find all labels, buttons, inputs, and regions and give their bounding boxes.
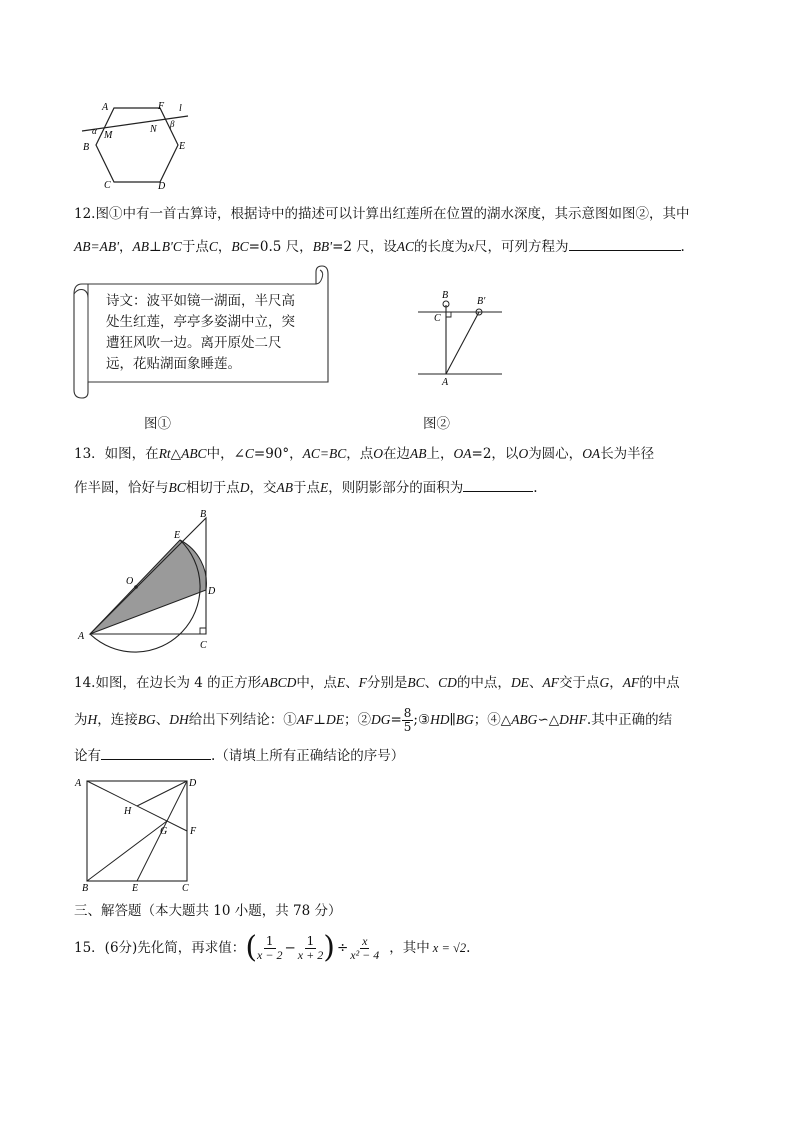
q13-seg: OA (453, 446, 472, 461)
fig13-label-B: B (200, 509, 207, 520)
q14-seg: = (390, 712, 402, 728)
q13-seg: E (320, 480, 329, 495)
q12-seg: B'C (161, 239, 182, 254)
lotus-figure (410, 288, 510, 388)
q15-seg: − (284, 940, 296, 956)
fig12-label-Bp: B′ (477, 296, 486, 307)
fig11-label-E: E (179, 141, 186, 152)
q14-seg: HD∥BG (430, 712, 474, 727)
q13-seg: O (373, 446, 384, 461)
q14-line3 (74, 745, 404, 766)
q13-seg: 相切于点 (185, 480, 240, 496)
q12-seg: AC (396, 239, 415, 254)
q13-line2 (74, 477, 538, 498)
q12-seg: . (680, 239, 685, 255)
fig11-label-C: C (104, 180, 111, 191)
q13-seg: 作半圆，恰好与 (74, 480, 169, 496)
q14-line2 (74, 707, 672, 734)
q14-seg: F (358, 675, 367, 690)
q15-seg: ，其中 (389, 940, 430, 956)
q12-answer-blank[interactable] (569, 236, 681, 251)
frac-num: 1 (265, 933, 274, 948)
q14-seg: ， (609, 675, 623, 691)
fig11-label-N: N (150, 124, 157, 135)
fig13-label-A: A (78, 631, 85, 642)
fig11-label-D: D (158, 181, 166, 192)
q12-seg: x (468, 239, 475, 254)
q14-seg: ∽△ (537, 712, 560, 728)
q14-seg: DH (169, 712, 189, 727)
q12-seg: 的长度为 (414, 239, 469, 255)
q12-seg: =0.5 尺， (248, 239, 313, 255)
q14-seg: DE (325, 712, 344, 727)
q13-seg: AC=BC (302, 446, 347, 461)
q12-seg: C (208, 239, 218, 254)
fig14-label-H: H (124, 806, 132, 817)
frac-den: 5 (403, 720, 412, 734)
frac-num: 8 (403, 706, 412, 720)
q14-seg: ABCD (261, 675, 297, 690)
fig11-label-M: M (104, 130, 113, 141)
q14-seg: H (87, 712, 98, 727)
q14-seg: BC (407, 675, 425, 690)
q14-seg: 给出下列结论：① (188, 712, 297, 728)
frac-den: x − 2 (257, 947, 283, 962)
fig11-label-beta: β (170, 119, 175, 129)
q14-seg: ；② (343, 712, 371, 728)
q14-seg: 的中点 (639, 675, 680, 691)
fig14-label-B: B (82, 883, 89, 892)
q13-seg: =90°， (253, 446, 303, 462)
q13-seg: ，交 (249, 480, 277, 496)
q14-seg: 交于点 (558, 675, 600, 691)
q12-line1 (74, 204, 689, 224)
q14-seg: .其中正确的结 (586, 712, 673, 728)
q13-line1 (74, 444, 654, 464)
q13-seg: 在边 (383, 446, 411, 462)
fig13-label-C: C (200, 640, 207, 651)
frac-num: 1 (306, 933, 315, 948)
semicircle-figure (74, 508, 224, 658)
fig14-label-F: F (190, 826, 197, 837)
q12-seg: AB=AB' (74, 239, 119, 254)
q15-seg: 15．(6分)先化简，再求值： (74, 940, 246, 956)
q14-seg: 分别是 (366, 675, 408, 691)
q14-seg: 的中点， (456, 675, 511, 691)
poem-text: 诗文：波平如镜一湖面，半尺高处生红莲，亭亭多姿湖中立，突遭狂风吹一边。离开原处二尺远，花贴湖面象睡莲。 (106, 293, 295, 372)
q15-seg: . (466, 940, 471, 956)
q12-seg: AB (132, 239, 149, 254)
q13-seg: OA (582, 446, 601, 461)
fig12-label-B: B (442, 290, 449, 301)
q12-seg: 于点 (181, 239, 209, 255)
q14-answer-blank[interactable] (101, 745, 211, 760)
q14-seg: ；④△ (473, 712, 512, 728)
q13-seg: 中，∠ (206, 446, 245, 462)
fraction-8-5 (402, 707, 414, 734)
q13-seg: ，则阴影部分的面积为 (328, 480, 464, 496)
q14-seg: 、 (528, 675, 543, 691)
q14-seg: .（请填上所有正确结论的序号） (211, 748, 405, 764)
q14-line1 (74, 673, 680, 693)
q15-frac1 (257, 935, 282, 962)
q14-seg: BG (137, 712, 156, 727)
q14-seg: 、 (155, 712, 170, 728)
q14-seg: AF (542, 675, 559, 690)
fig11-label-B: B (83, 142, 90, 153)
q13-seg: Rt△ABC (158, 446, 207, 461)
q12-seg: =2 尺，设 (332, 239, 397, 255)
q13-seg: AB (410, 446, 427, 461)
q14-seg: 、 (424, 675, 439, 691)
q13-seg: BC (168, 480, 186, 495)
frac-num: x (362, 933, 368, 948)
fig11-label-l: l (179, 103, 182, 114)
paren-right: ) (323, 930, 335, 965)
square-figure (72, 774, 200, 892)
fig11-label-A: A (102, 102, 109, 113)
hexagon-figure (78, 98, 198, 192)
q12-seg: 尺，可列方程为 (474, 239, 569, 255)
q12-line2 (74, 236, 685, 257)
fig14-label-E: E (132, 883, 139, 892)
q13-seg: 上， (426, 446, 454, 462)
q13-seg: ，点 (346, 446, 374, 462)
section-heading: 三、解答题（本大题共 10 小题，共 78 分） (74, 903, 342, 919)
q12-seg: BC (231, 239, 249, 254)
q14-seg: ;③ (413, 712, 431, 728)
q14-seg: 中，点 (296, 675, 337, 691)
q12-seg: ⊥ (148, 239, 162, 255)
fig11-label-F: F (158, 101, 165, 112)
q14-seg: ，连接 (97, 712, 138, 728)
caption-figure-2: 图② (423, 416, 450, 432)
q13-seg: 长为半径 (600, 446, 655, 462)
fig11-label-alpha: α (92, 126, 97, 136)
fig14-label-D: D (189, 778, 197, 789)
q14-seg: DE (510, 675, 529, 690)
q14-seg: 14.如图，在边长为 4 的正方形 (74, 675, 262, 691)
fig14-label-A: A (75, 778, 82, 789)
q14-seg: 为 (74, 712, 88, 728)
q14-seg: 论有 (74, 748, 101, 764)
q15-seg: ÷ (336, 940, 349, 956)
paren-left: ( (245, 930, 258, 965)
caption-figure-1: 图① (144, 416, 171, 432)
fig13-label-E: E (174, 530, 181, 541)
fig13-label-O: O (126, 576, 134, 587)
fig14-label-C: C (182, 883, 189, 892)
q14-seg: ABG (511, 712, 538, 727)
q13-seg: 为圆心， (528, 446, 583, 462)
q14-seg: DG (370, 712, 391, 727)
fig12-label-C: C (434, 313, 441, 324)
q14-seg: AF (622, 675, 640, 690)
q13-seg: 13．如图，在 (74, 446, 159, 462)
fig12-label-A: A (442, 377, 449, 388)
q12-seg: ， (118, 239, 133, 255)
q14-seg: E (336, 675, 346, 690)
fig14-label-G: G (160, 826, 168, 837)
q15-frac2 (298, 935, 323, 962)
q13-seg: =2，以 (471, 446, 519, 462)
fig13-label-D: D (208, 586, 216, 597)
q15-line (74, 928, 470, 968)
q14-seg: DHF (559, 712, 587, 727)
q13-seg: 于点 (293, 480, 321, 496)
frac-den: x + 2 (297, 947, 324, 962)
q12-seg: BB' (312, 239, 333, 254)
frac-den: x² − 4 (350, 947, 380, 962)
q15-frac3 (350, 935, 379, 962)
q14-seg: CD (438, 675, 457, 690)
q13-seg: D (239, 480, 250, 495)
q13-answer-blank[interactable] (463, 477, 533, 492)
q14-seg: 、 (345, 675, 359, 691)
q13-seg: C (244, 446, 254, 461)
q13-seg: . (533, 480, 538, 496)
q12-seg: ， (217, 239, 232, 255)
q14-seg: ⊥ (313, 712, 326, 728)
q14-seg: G (599, 675, 610, 690)
q15-seg: x = √2 (432, 941, 467, 955)
q13-seg: AB (276, 480, 294, 495)
q14-seg: AF (296, 712, 314, 727)
q12-text: 12.图①中有一首古算诗，根据诗中的描述可以计算出红莲所在位置的湖水深度，其示意图如图②，其中 (74, 206, 690, 222)
q13-seg: O (518, 446, 529, 461)
